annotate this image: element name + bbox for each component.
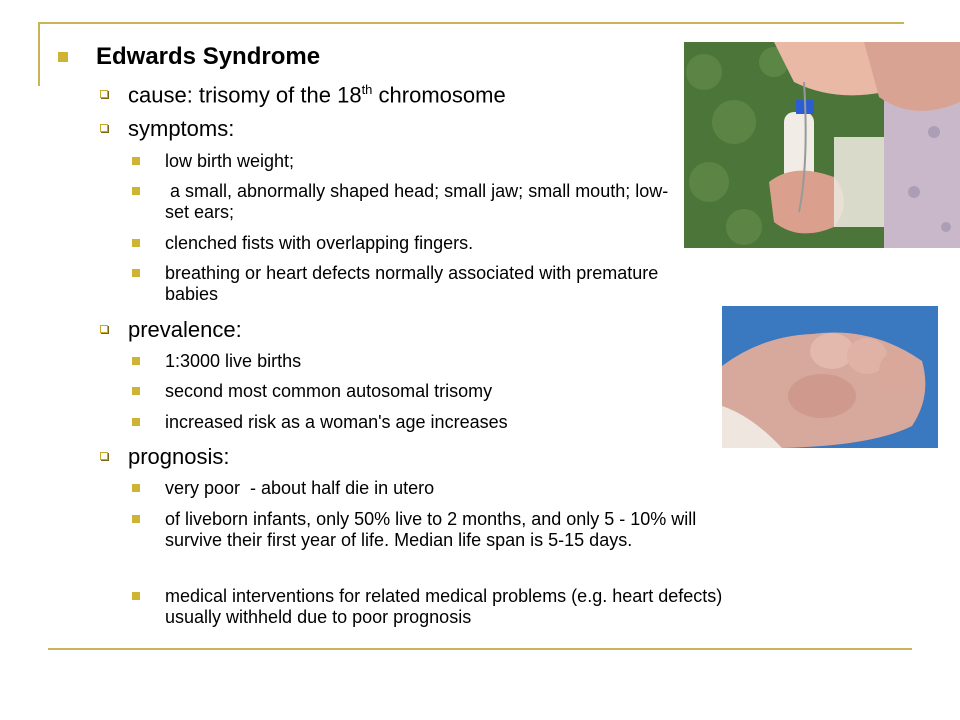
prevalence-text: 1:3000 live births (165, 351, 302, 371)
slide-title: Edwards Syndrome (96, 43, 321, 70)
clenched-fist-photo (722, 306, 938, 448)
prognosis-text: medical interventions for related medical problems (e.g. heart defects) usually withheld due to poor prognosis (165, 586, 723, 627)
left-rule (38, 22, 40, 86)
symptom-text: breathing or heart defects normally associated with premature babies (165, 263, 659, 304)
cause-text: cause: trisomy of the 18th chromosome (128, 82, 506, 108)
square-bullet-icon (132, 592, 140, 600)
top-rule (38, 22, 904, 24)
prevalence-text: increased risk as a woman's age increases (165, 412, 508, 432)
square-bullet-icon (132, 387, 140, 395)
prognosis-text: of liveborn infants, only 50% live to 2 months, and only 5 - 10% will survive their first year of life. Median life span is 5-15 days. (165, 509, 697, 550)
square-bullet-icon (132, 484, 140, 492)
hollow-bullet-icon (100, 90, 108, 98)
square-bullet-icon (132, 239, 140, 247)
square-bullet-icon (132, 157, 140, 165)
hollow-bullet-icon (100, 452, 108, 460)
square-bullet-icon (58, 52, 68, 62)
square-bullet-icon (132, 357, 140, 365)
square-bullet-icon (132, 187, 140, 195)
infant-photo (684, 42, 960, 248)
symptom-text: clenched fists with overlapping fingers. (165, 233, 474, 253)
bottom-rule (48, 648, 912, 650)
symptom-text: low birth weight; (165, 151, 295, 171)
square-bullet-icon (132, 269, 140, 277)
symptoms-label: symptoms: (128, 116, 235, 141)
hollow-bullet-icon (100, 325, 108, 333)
hollow-bullet-icon (100, 124, 108, 132)
prognosis-label: prognosis: (128, 444, 230, 469)
prevalence-label: prevalence: (128, 317, 242, 342)
prevalence-text: second most common autosomal trisomy (165, 381, 493, 401)
square-bullet-icon (132, 515, 140, 523)
prognosis-text: very poor - about half die in utero (165, 478, 435, 498)
symptom-text: a small, abnormally shaped head; small jaw; small mouth; low-set ears; (165, 181, 669, 222)
square-bullet-icon (132, 418, 140, 426)
